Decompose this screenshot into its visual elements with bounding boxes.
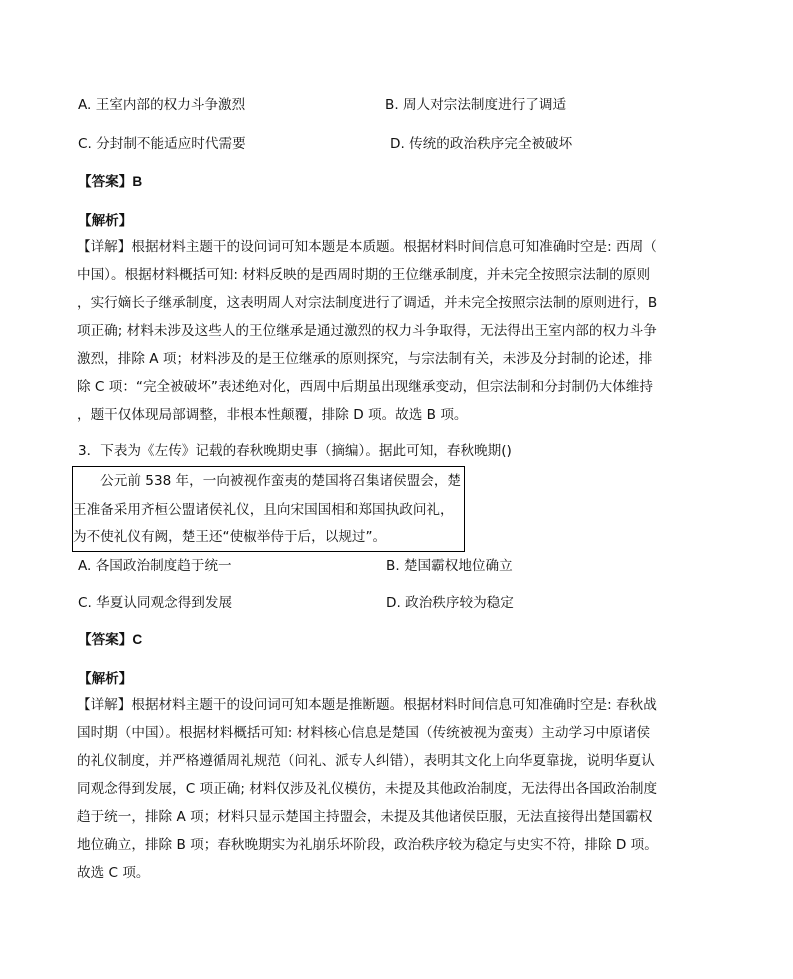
q3-detail-line: 同观念得到发展，C 项正确; 材料仅涉及礼仪模仿，未提及其他政治制度，无法得出各国政治制度 [77, 781, 658, 797]
q3-options-row-1 [78, 556, 718, 576]
q3-option-c: C. 华夏认同观念得到发展 [78, 595, 233, 611]
q3-detail-paragraph [77, 691, 677, 887]
q2-analysis-heading: 【解析】 [78, 213, 133, 228]
q3-stem: 3．下表为《左传》记载的春秋晚期史事（摘编）。据此可知，春秋晚期() [78, 443, 512, 459]
q2-detail-line: ，题干仅体现局部调整，非根本性颠覆，排除 D 项。故选 B 项。 [77, 407, 468, 423]
q3-analysis-heading: 【解析】 [78, 671, 133, 686]
q3-detail-line: 故选 C 项。 [77, 865, 150, 881]
q2-answer: 【答案】B [78, 174, 143, 189]
q3-options-row-2 [78, 593, 718, 613]
q2-detail-line: 项正确; 材料未涉及这些人的王位继承是通过激烈的权力斗争取得，无法得出王室内部的权力斗争 [77, 323, 657, 339]
q3-table-line: 公元前 538 年，一向被视作蛮夷的楚国将召集诸侯盟会，楚 [73, 473, 462, 489]
q3-detail-line: 趋于统一，排除 A 项；材料只显示楚国主持盟会，未提及其他诸侯臣服，无法直接得出楚国霸权 [77, 809, 653, 825]
q3-table-line: 王准备采用齐桓公盟诸侯礼仪，且向宋国国相和郑国执政问礼， [73, 502, 454, 518]
q2-detail-line: 【详解】根据材料主题干的设问词可知本题是本质题。根据材料时间信息可知准确时空是: 西周（ [77, 239, 657, 255]
q3-option-b: B. 楚国霸权地位确立 [386, 558, 513, 574]
q2-option-a: A. 王室内部的权力斗争激烈 [78, 97, 246, 113]
q2-option-b: B. 周人对宗法制度进行了调适 [385, 97, 567, 113]
q2-option-d: D. 传统的政治秩序完全被破坏 [390, 136, 573, 152]
q2-detail-paragraph [77, 233, 677, 429]
q3-detail-line: 地位确立，排除 B 项；春秋晚期实为礼崩乐坏阶段，政治秩序较为稳定与史实不符，排除 D 项。 [77, 837, 658, 853]
q3-detail-line: 的礼仪制度，并严格遵循周礼规范（问礼、派专人纠错），表明其文化上向华夏靠拢，说明华夏认 [77, 753, 655, 769]
q2-detail-line: 激烈，排除 A 项；材料涉及的是王位继承的原则探究，与宗法制有关，未涉及分封制的论述，排 [77, 351, 653, 367]
q2-detail-line: 除 C 项：“完全被破坏”表述绝对化，西周中后期虽出现继承变动，但宗法制和分封制仍大体维持 [77, 379, 653, 395]
q2-options-row-1 [78, 95, 718, 115]
q3-table-line: 为不使礼仪有阙，楚王还“使椒举侍于后，以规过”。 [73, 529, 387, 545]
q3-option-a: A. 各国政治制度趋于统一 [78, 558, 232, 574]
q3-answer: 【答案】C [78, 632, 143, 647]
q3-detail-line: 国时期（中国）。根据材料概括可知: 材料核心信息是楚国（传统被视为蛮夷）主动学习中原诸侯 [77, 725, 651, 741]
q3-detail-line: 【详解】根据材料主题干的设问词可知本题是推断题。根据材料时间信息可知准确时空是: 春秋战 [77, 697, 657, 713]
q3-option-d: D. 政治秩序较为稳定 [386, 595, 514, 611]
q2-options-row-2 [78, 134, 718, 154]
q2-detail-line: ，实行嫡长子继承制度，这表明周人对宗法制度进行了调适，并未完全按照宗法制的原则进行，B [77, 295, 658, 311]
q3-source-table [72, 466, 465, 552]
q2-option-c: C. 分封制不能适应时代需要 [78, 136, 246, 152]
q2-detail-line: 中国）。根据材料概括可知: 材料反映的是西周时期的王位继承制度，并未完全按照宗法制的原则 [77, 267, 651, 283]
